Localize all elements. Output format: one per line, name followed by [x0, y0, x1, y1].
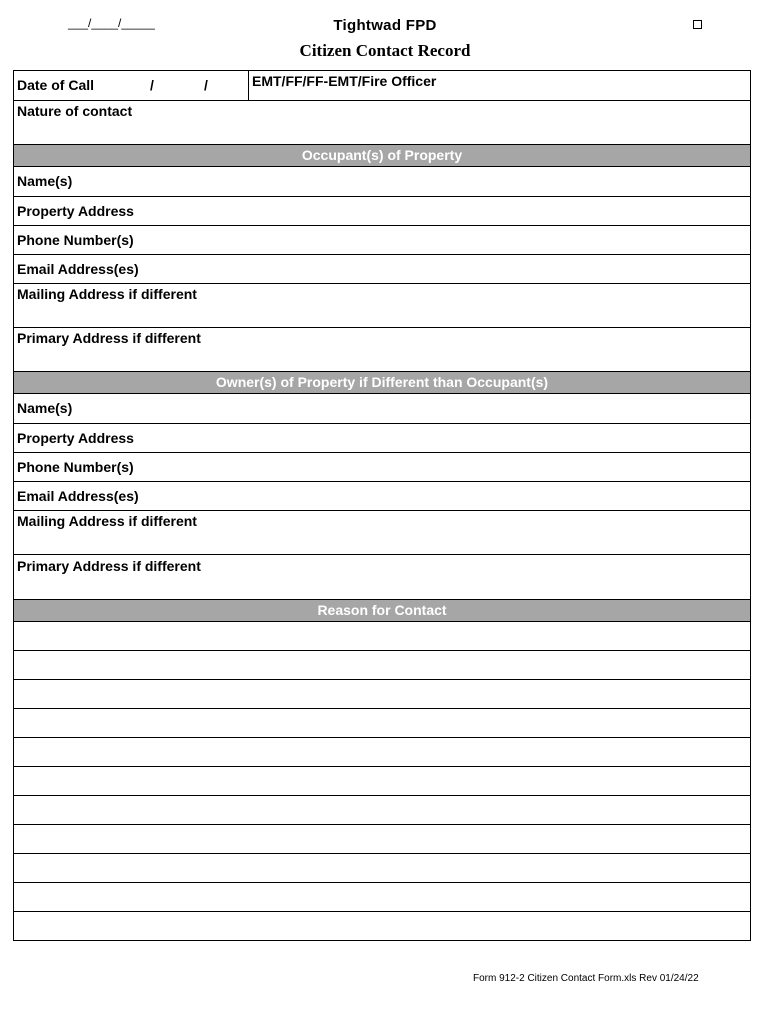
reason-line[interactable] — [14, 912, 750, 941]
reason-line[interactable] — [14, 622, 750, 651]
field-label: Email Address(es) — [17, 488, 139, 504]
field-label: Name(s) — [17, 400, 73, 416]
reason-line[interactable] — [14, 825, 750, 854]
date-separator: / — [204, 77, 208, 93]
owners-section-header: Owner(s) of Property if Different than Occupant(s) — [14, 372, 750, 394]
contact-form — [13, 70, 751, 941]
reason-line[interactable] — [14, 651, 750, 680]
reason-section-header: Reason for Contact — [14, 600, 750, 622]
field-label: Primary Address if different — [17, 558, 201, 574]
reason-line[interactable] — [14, 709, 750, 738]
occupant-primary-address-field[interactable] — [14, 328, 750, 372]
emt-field[interactable] — [249, 71, 750, 100]
form-title: Citizen Contact Record — [299, 41, 471, 60]
field-label: Property Address — [17, 430, 134, 446]
owner-primary-address-field[interactable] — [14, 555, 750, 600]
date-separator: / — [150, 77, 154, 93]
occupant-email-field[interactable] — [14, 255, 750, 284]
occupants-section-header: Occupant(s) of Property — [14, 145, 750, 167]
reason-line[interactable] — [14, 854, 750, 883]
nature-of-contact-label: Nature of contact — [17, 103, 133, 119]
occupant-property-address-field[interactable] — [14, 197, 750, 226]
field-label: Name(s) — [17, 173, 73, 189]
date-emt-row — [14, 71, 750, 101]
checkbox[interactable] — [693, 20, 702, 29]
date-of-call-field[interactable] — [14, 71, 249, 100]
date-of-call-label: Date of Call — [17, 77, 95, 93]
field-label: Mailing Address if different — [17, 286, 197, 302]
field-label: Phone Number(s) — [17, 232, 134, 248]
field-label: Email Address(es) — [17, 261, 139, 277]
field-label: Property Address — [17, 203, 134, 219]
occupant-phone-field[interactable] — [14, 226, 750, 255]
reason-line[interactable] — [14, 883, 750, 912]
reason-line[interactable] — [14, 796, 750, 825]
reason-line[interactable] — [14, 680, 750, 709]
emt-label: EMT/FF/FF-EMT/Fire Officer — [252, 73, 437, 89]
owner-phone-field[interactable] — [14, 453, 750, 482]
owner-names-field[interactable] — [14, 394, 750, 424]
owner-email-field[interactable] — [14, 482, 750, 511]
occupant-names-field[interactable] — [14, 167, 750, 197]
reason-line[interactable] — [14, 738, 750, 767]
field-label: Primary Address if different — [17, 330, 201, 346]
organization-name: Tightwad FPD — [333, 17, 437, 34]
date-blank: ___/____/_____ — [68, 16, 155, 30]
reason-line[interactable] — [14, 767, 750, 796]
field-label: Phone Number(s) — [17, 459, 134, 475]
field-label: Mailing Address if different — [17, 513, 197, 529]
nature-of-contact-field[interactable] — [14, 101, 750, 145]
owner-property-address-field[interactable] — [14, 424, 750, 453]
occupant-mailing-address-field[interactable] — [14, 284, 750, 328]
form-footer: Form 912-2 Citizen Contact Form.xls Rev 01/24/22 — [473, 973, 699, 984]
owner-mailing-address-field[interactable] — [14, 511, 750, 555]
